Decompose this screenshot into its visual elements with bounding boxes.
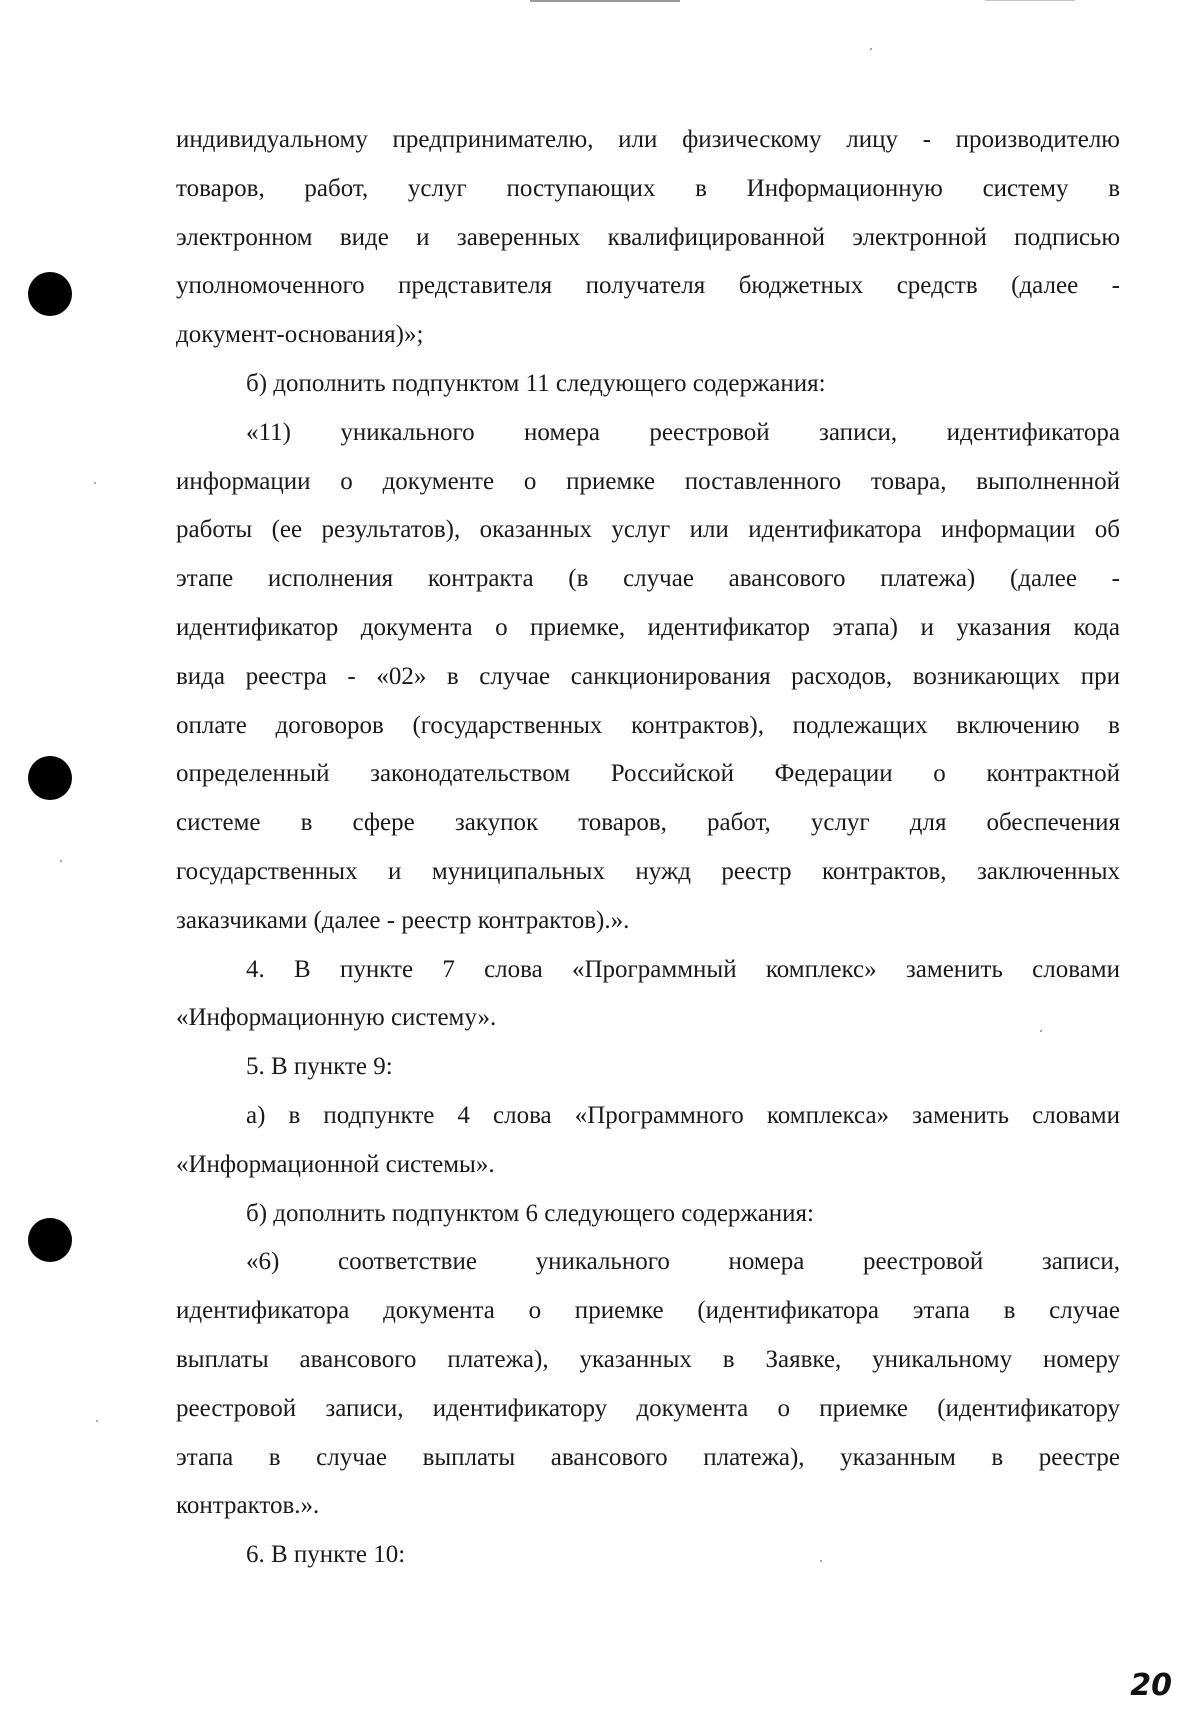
scan-speck	[94, 482, 96, 484]
text-line: индивидуальному предпринимателю, или физическому лицу - производителю	[176, 126, 1120, 153]
text-line: уполномоченного представителя получателя бюджетных средств (далее -	[176, 272, 1120, 300]
text-line: этапе исполнения контракта (в случае авансового платежа) (далее -	[176, 565, 1120, 593]
text-line: контрактов.».	[176, 1492, 320, 1520]
text-line: «11) уникального номера реестровой записи, идентификатора	[246, 418, 1120, 446]
text-line: а) в подпункте 4 слова «Программного комплекса» заменить словами	[246, 1101, 1120, 1129]
text-line: документ-основания)»;	[176, 321, 424, 349]
text-line: выплаты авансового платежа), указанных в Заявке, уникальному номеру	[176, 1345, 1120, 1373]
text-line: 5. В пункте 9:	[246, 1053, 393, 1081]
scan-top-rule-faint	[985, 0, 1075, 1]
scan-speck	[60, 860, 62, 862]
document-body	[176, 116, 1120, 1580]
page-number: 20	[1130, 1668, 1172, 1703]
punch-hole-top	[28, 272, 72, 316]
text-line: электронном виде и заверенных квалифицированной электронной подписью	[176, 223, 1120, 251]
punch-hole-middle	[28, 756, 72, 800]
text-line: оплате договоров (государственных контрактов), подлежащих включению в	[176, 711, 1120, 739]
text-line: «Информационную систему».	[176, 1004, 497, 1032]
text-line: 6. В пункте 10:	[246, 1541, 406, 1569]
text-line: системе в сфере закупок товаров, работ, услуг для обеспечения	[176, 809, 1120, 837]
text-line: б) дополнить подпунктом 11 следующего содержания:	[246, 369, 826, 397]
text-line: работы (ее результатов), оказанных услуг или идентификатора информации об	[176, 516, 1120, 544]
text-line: 4. В пункте 7 слова «Программный комплекс» заменить словами	[246, 955, 1120, 983]
text-line: государственных и муниципальных нужд реестр контрактов, заключенных	[176, 857, 1120, 885]
scan-top-rule	[530, 0, 680, 2]
text-line: заказчиками (далее - реестр контрактов).».	[176, 906, 630, 934]
text-line: определенный законодательством Российской Федерации о контрактной	[176, 760, 1120, 788]
scan-speck	[870, 48, 872, 50]
text-line: «6) соответствие уникального номера реестровой записи,	[246, 1248, 1120, 1276]
scan-speck	[96, 1420, 98, 1422]
text-line: этапа в случае выплаты авансового платежа), указанным в реестре	[176, 1443, 1120, 1471]
text-line: реестровой записи, идентификатору документа о приемке (идентификатору	[176, 1394, 1120, 1422]
text-line: «Информационной системы».	[176, 1150, 495, 1178]
text-line: товаров, работ, услуг поступающих в Информационную систему в	[176, 174, 1120, 202]
text-line: б) дополнить подпунктом 6 следующего содержания:	[246, 1199, 814, 1227]
text-line: вида реестра - «02» в случае санкционирования расходов, возникающих при	[176, 662, 1120, 690]
text-line: информации о документе о приемке поставленного товара, выполненной	[176, 467, 1120, 495]
text-line: идентификатор документа о приемке, идентификатор этапа) и указания кода	[176, 613, 1120, 641]
text-line: идентификатора документа о приемке (идентификатора этапа в случае	[176, 1297, 1120, 1325]
punch-hole-bottom	[28, 1218, 72, 1262]
